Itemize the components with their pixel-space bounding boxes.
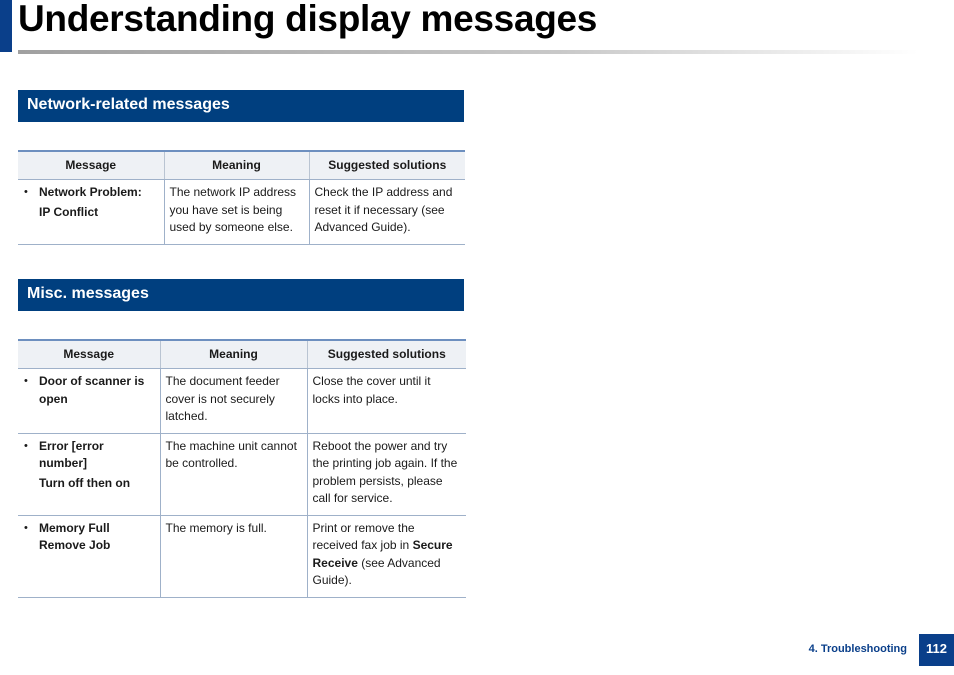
table-row [18, 433, 466, 515]
column-header-message: Message [18, 340, 160, 369]
meaning-cell: The machine unit cannot be controlled. [160, 433, 307, 515]
page-number-badge: 112 [919, 634, 954, 666]
network-messages-table [18, 150, 465, 245]
column-header-meaning: Meaning [160, 340, 307, 369]
meaning-cell: The document feeder cover is not securely latched. [160, 369, 307, 434]
meaning-cell: The memory is full. [160, 515, 307, 597]
misc-messages-table [18, 339, 466, 598]
message-text: • Door of scanner is open [39, 374, 145, 406]
message-text: • Error [error number] [39, 438, 104, 470]
message-cell [18, 515, 160, 597]
column-header-meaning: Meaning [164, 151, 309, 180]
solution-cell [307, 433, 466, 515]
message-text: • Network Problem: [39, 185, 142, 199]
message-text: IP Conflict [39, 204, 99, 219]
table-row [18, 515, 466, 597]
section-heading-network: Network-related messages [18, 90, 464, 122]
table-row [18, 369, 466, 434]
title-underline-rule [18, 50, 918, 54]
message-text: • Memory Full Remove Job [39, 520, 111, 552]
solution-text: (see Advanced Guide). [312, 555, 441, 587]
solution-text: Check the IP address and reset it if necessary (see Advanced Guide). [314, 185, 453, 234]
solution-text: Reboot the power and try the printing job again. If the problem persists, please call for service. [312, 438, 458, 505]
message-text: Turn off then on [39, 475, 131, 490]
table-header-row [18, 340, 466, 369]
solution-cell [307, 369, 466, 434]
footer-chapter-label: 4. Troubleshooting [808, 643, 907, 655]
message-cell [18, 180, 164, 245]
solution-cell [307, 515, 466, 597]
solution-text: Print or remove the received fax job in [312, 520, 415, 552]
page-title: Understanding display messages [18, 0, 598, 39]
solution-text: Close the cover until it locks into place. [312, 374, 431, 406]
column-header-message: Message [18, 151, 164, 180]
table-header-row [18, 151, 465, 180]
table-row [18, 180, 465, 245]
message-cell [18, 433, 160, 515]
meaning-cell: The network IP address you have set is being used by someone else. [164, 180, 309, 245]
column-header-solutions: Suggested solutions [309, 151, 465, 180]
page-edge-accent-bar [0, 0, 12, 52]
solution-cell [309, 180, 465, 245]
section-heading-misc: Misc. messages [18, 279, 464, 311]
message-cell [18, 369, 160, 434]
secure-receive-term: Secure Receive [312, 538, 453, 570]
column-header-solutions: Suggested solutions [307, 340, 466, 369]
